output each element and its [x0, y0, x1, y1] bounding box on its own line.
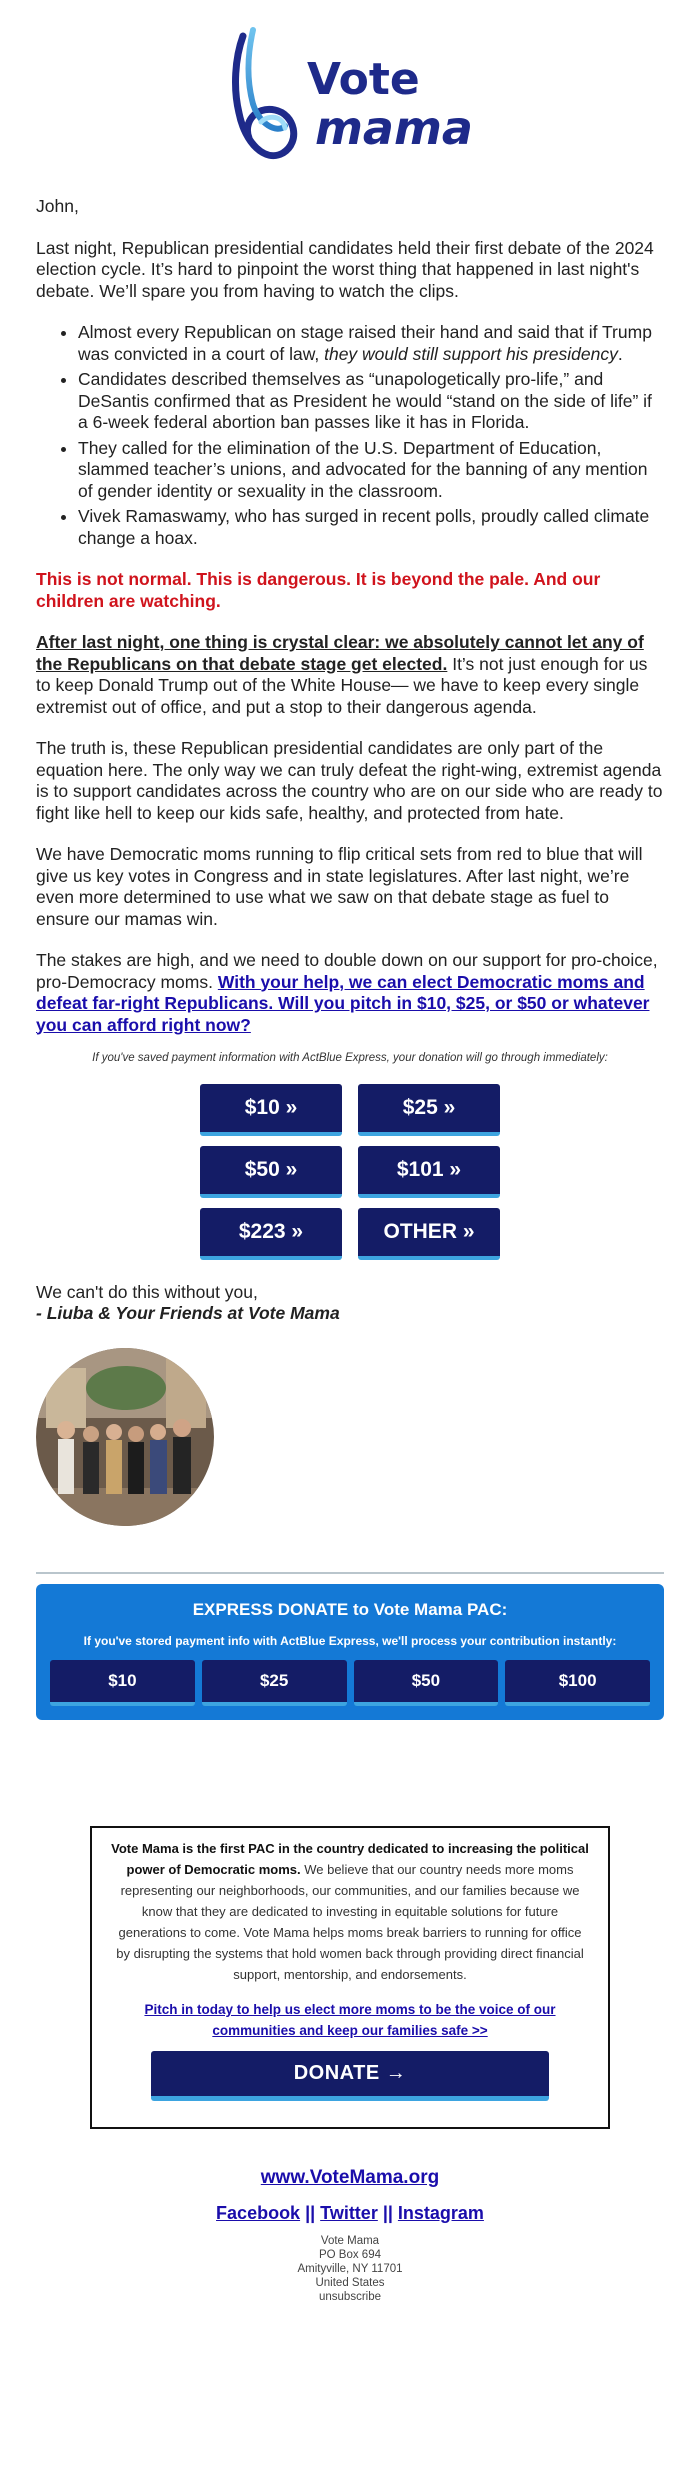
donate-other-button[interactable]: OTHER »	[358, 1208, 500, 1260]
donate-223-button[interactable]: $223 »	[200, 1208, 342, 1260]
about-box	[90, 1826, 610, 2129]
actblue-note: If you've saved payment information with ActBlue Express, your donation will go through immediately:	[92, 1052, 608, 1064]
team-photo	[36, 1348, 214, 1526]
bullet-item: • Almost every Republican on stage raised their hand and said that if Trump was convicted in a court of law, they would still support his presidency.	[78, 322, 664, 365]
express-subtitle: If you've stored payment info with ActBlue Express, we'll process your contribution instantly:	[83, 1634, 617, 1648]
footer	[36, 2167, 664, 2304]
intro-paragraph: Last night, Republican presidential candidates held their first debate of the 2024 election cycle. It’s hard to pinpoint the worst thing that happened in last night's debate. We’ll spare you from having to watch the clips.	[36, 237, 654, 301]
donation-amounts	[200, 1084, 500, 1260]
express-title: EXPRESS DONATE to Vote Mama PAC:	[192, 1600, 508, 1619]
website-link[interactable]: www.VoteMama.org	[260, 2167, 440, 2188]
express-donate-box	[36, 1584, 664, 1720]
stakes-paragraph: The stakes are high, and we need to double down on our support for pro-choice, pro-Democracy moms. With your help, we can elect Democratic moms and defeat far-right Republicans. Will you pitch in $10, $25, or $50 or whatever you can afford right now?	[36, 950, 658, 1035]
email-body	[36, 196, 664, 1036]
address-line: Vote Mama	[320, 2235, 380, 2247]
express-100-button[interactable]: $100	[505, 1660, 650, 1706]
address-line: Amityville, NY 11701	[297, 2263, 403, 2275]
signature: - Liuba & Your Friends at Vote Mama	[36, 1303, 340, 1323]
svg-text:Vote: Vote	[307, 54, 420, 105]
team-photo-image	[36, 1348, 214, 1526]
donate-10-button[interactable]: $10 »	[200, 1084, 342, 1136]
twitter-link[interactable]: Twitter	[320, 2203, 378, 2223]
address-line: United States	[315, 2277, 385, 2289]
moms-paragraph: We have Democratic moms running to flip critical sets from red to blue that will give us key votes in Congress and in state legislatures. After last night, we’re even more determined to use what we saw on that debate stage as fuel to ensure our mamas win.	[36, 844, 643, 929]
donate-25-button[interactable]: $25 »	[358, 1084, 500, 1136]
facebook-link[interactable]: Facebook	[216, 2203, 301, 2223]
bullet-item: • Candidates described themselves as “unapologetically pro-life,” and DeSantis confirmed that as President he would “stand on the side of life” if a 6-week federal abortion ban passes like it has in Florida.	[78, 369, 664, 434]
debate-bullets	[36, 322, 664, 549]
vote-mama-logo-icon	[225, 18, 475, 168]
express-50-button[interactable]: $50	[354, 1660, 499, 1706]
express-25-button[interactable]: $25	[202, 1660, 347, 1706]
signoff-line: We can't do this without you,	[36, 1282, 258, 1302]
divider	[36, 1572, 664, 1574]
instagram-link[interactable]: Instagram	[397, 2203, 484, 2223]
bullet-item: • They called for the elimination of the U.S. Department of Education, slammed teacher’s unions, and advocated for the banning of any mention of gender identity or sexuality in the classroom.	[78, 438, 664, 503]
social-links	[36, 2203, 664, 2224]
signoff	[36, 1282, 664, 1324]
svg-text:mama: mama	[315, 101, 473, 155]
social-separator: ||	[377, 2203, 398, 2223]
express-amounts	[50, 1660, 650, 1706]
greeting: John,	[36, 196, 79, 216]
express-10-button[interactable]: $10	[50, 1660, 195, 1706]
donate-50-button[interactable]: $50 »	[200, 1146, 342, 1198]
pitch-link[interactable]: Pitch in today to help us elect more moms to be the voice of our communities and keep our families safe >>	[144, 2002, 556, 2038]
social-separator: ||	[300, 2203, 321, 2223]
alert-paragraph: This is not normal. This is dangerous. It is beyond the pale. And our children are watching.	[36, 569, 601, 611]
donate-button[interactable]: DONATE →	[151, 2051, 549, 2101]
address-line: PO Box 694	[318, 2249, 381, 2261]
bullet-item: • Vivek Ramaswamy, who has surged in recent polls, proudly called climate change a hoax.	[78, 506, 664, 549]
unsubscribe-link[interactable]: unsubscribe	[318, 2291, 381, 2303]
clear-paragraph: After last night, one thing is crystal clear: we absolutely cannot let any of the Republicans on that debate stage get elected. It’s not just enough for us to keep Donald Trump out of the White House— we have to keep every single extremist out of office, and put a stop to their dangerous agenda.	[36, 632, 648, 717]
vote-mama-logo[interactable]	[36, 0, 664, 186]
truth-paragraph: The truth is, these Republican presidential candidates are only part of the equation here. The only way we can truly defeat the right-wing, extremist agenda is to support candidates across the country who are on our side who are ready to fight like hell to keep our kids safe, healthy, and protected from hate.	[36, 738, 663, 823]
donate-101-button[interactable]: $101 »	[358, 1146, 500, 1198]
about-text: Vote Mama is the first PAC in the country dedicated to increasing the political power of Democratic moms. We believe that our country needs more moms representing our neighborhoods, our communities, and our families because we know that they are dedicated to investing in equitable solutions for future generations to come. Vote Mama helps moms break barriers to running for office by disrupting the systems that hold women back through providing direct financial support, mentorship, and endorsements.	[111, 1841, 589, 1982]
donate-link[interactable]: With your help, we can elect Democratic moms and defeat far-right Republicans. Will you pitch in $10, $25, or $50 or whatever you can afford right now?	[36, 971, 650, 1035]
mailing-address	[36, 2234, 664, 2304]
